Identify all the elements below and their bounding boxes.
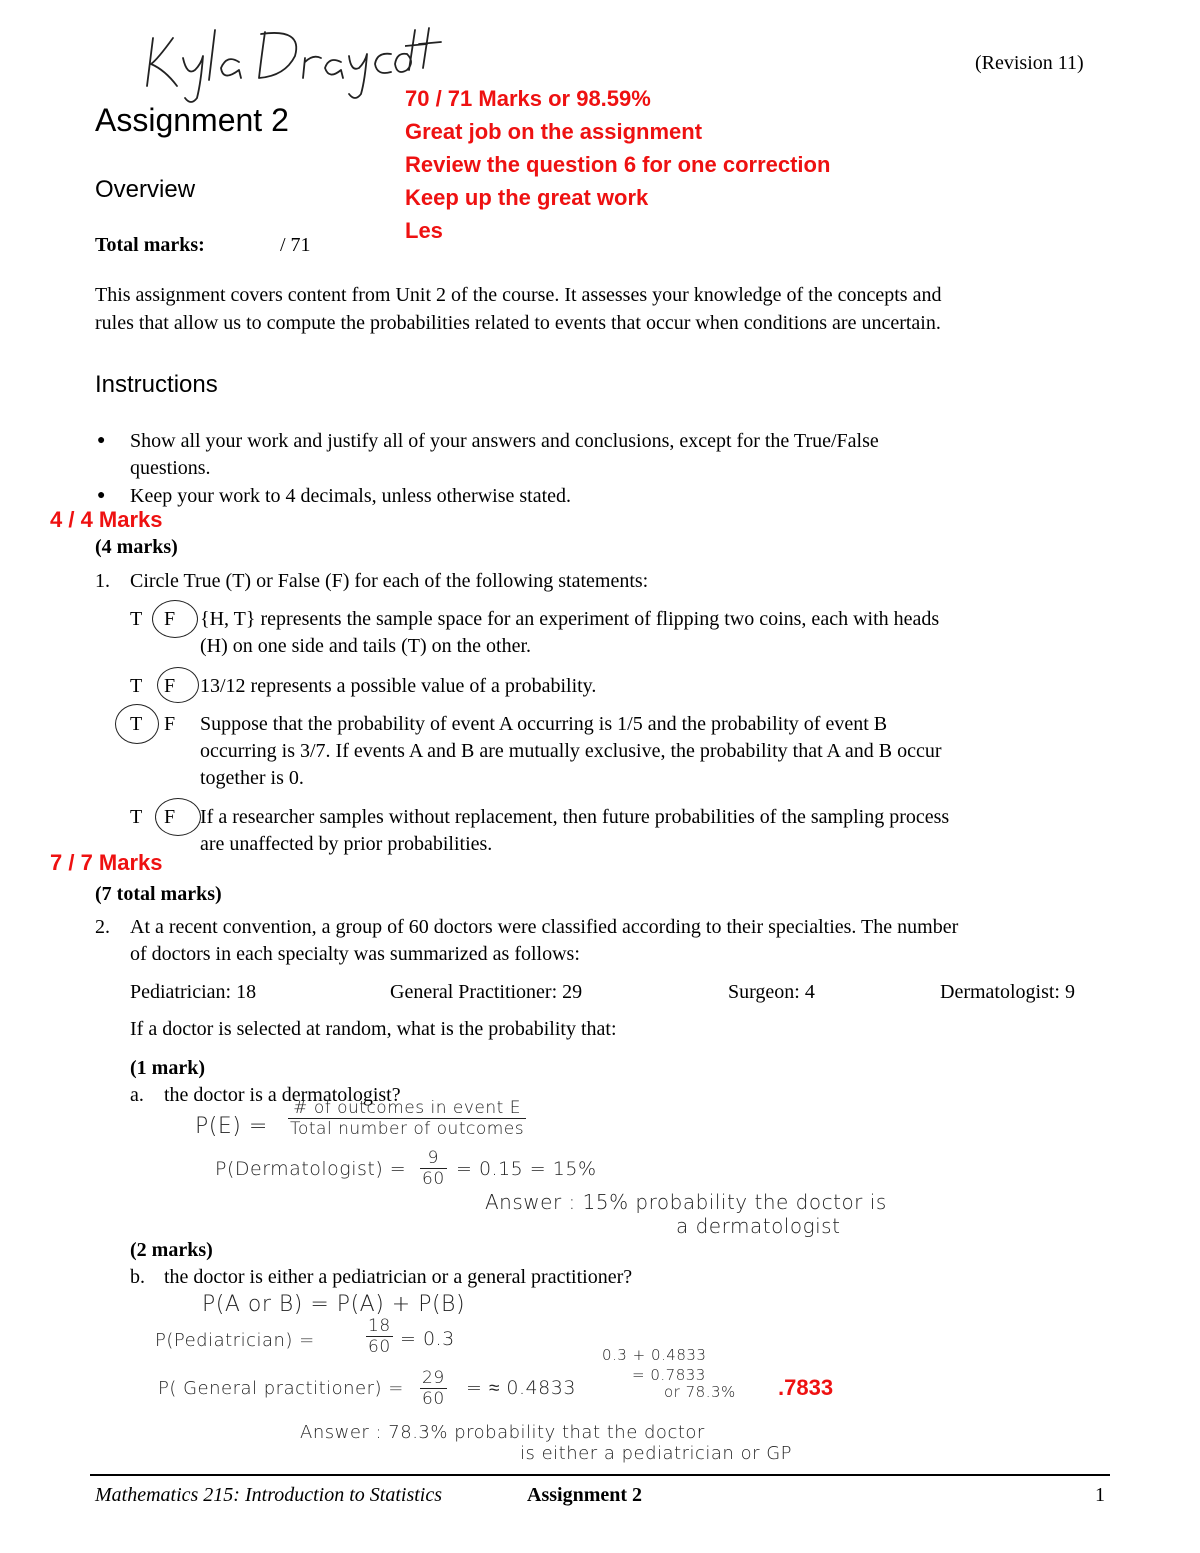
fraction-numerator: 18 xyxy=(368,1316,391,1336)
option-false[interactable]: F xyxy=(164,713,176,735)
page-title: Assignment 2 xyxy=(95,102,289,138)
statement-text: 13/12 represents a possible value of a probability. xyxy=(200,675,597,697)
handwritten-formula: P(Pediatrician) = xyxy=(155,1330,315,1351)
bullet-icon: ● xyxy=(97,433,106,448)
statement-text: occurring is 3/7. If events A and B are mutually exclusive, the probability that A and B occur xyxy=(200,740,942,762)
statement-text: together is 0. xyxy=(200,767,304,789)
footer-course: Mathematics 215: Introduction to Statistics xyxy=(95,1484,443,1506)
fraction-denominator: Total number of outcomes xyxy=(290,1119,525,1139)
intro-text: rules that allow us to compute the probabilities related to events that occur when conditions are uncertain. xyxy=(95,312,941,334)
handwritten-result: = 0.15 = 15% xyxy=(456,1158,597,1180)
feedback-score: 70 / 71 Marks or 98.59% xyxy=(405,86,651,111)
intro-text: This assignment covers content from Unit 2 of the course. It assesses your knowledge of the concepts and xyxy=(95,284,942,306)
fraction-denominator: 60 xyxy=(422,1389,445,1409)
q1-marks: (4 marks) xyxy=(95,536,178,558)
fraction-numerator: 29 xyxy=(422,1368,445,1388)
specialty-count: Dermatologist: 9 xyxy=(940,981,1075,1003)
q2-marks: (7 total marks) xyxy=(95,883,222,905)
handwritten-formula: P(E) = xyxy=(195,1114,268,1139)
handwritten-sum: or 78.3% xyxy=(664,1383,736,1401)
option-true[interactable]: T xyxy=(130,608,143,630)
total-marks-label: Total marks: xyxy=(95,234,205,256)
option-false[interactable]: F xyxy=(164,806,176,828)
handwritten-fraction xyxy=(420,1148,447,1189)
feedback-signoff: Les xyxy=(405,218,443,243)
instruction-item: questions. xyxy=(130,457,211,479)
fraction-denominator: 60 xyxy=(422,1169,445,1189)
instructions-heading: Instructions xyxy=(95,371,218,398)
correction-mark: .7833 xyxy=(778,1375,834,1400)
q2-question: If a doctor is selected at random, what is the probability that: xyxy=(130,1018,617,1040)
q2-prompt: At a recent convention, a group of 60 doctors were classified according to their specialties. The number xyxy=(130,916,959,938)
bullet-icon: ● xyxy=(97,488,106,503)
statement-text: Suppose that the probability of event A occurring is 1/5 and the probability of event B xyxy=(200,713,888,735)
handwritten-answer: is either a pediatrician or GP xyxy=(520,1443,793,1464)
option-false[interactable]: F xyxy=(164,675,176,697)
option-true[interactable]: T xyxy=(130,675,143,697)
specialty-count: Pediatrician: 18 xyxy=(130,981,257,1003)
fraction-denominator: 60 xyxy=(368,1337,391,1357)
q2-prompt: of doctors in each specialty was summarized as follows: xyxy=(130,943,580,965)
specialty-count: General Practitioner: 29 xyxy=(390,981,583,1003)
fraction-numerator: 9 xyxy=(420,1148,447,1169)
answer-circle xyxy=(115,704,159,744)
handwritten-sum: = 0.7833 xyxy=(632,1366,706,1384)
option-true[interactable]: T xyxy=(130,806,143,828)
answer-circle xyxy=(152,600,198,638)
handwritten-fraction xyxy=(288,1098,526,1139)
handwritten-result: = ≈ 0.4833 xyxy=(466,1377,576,1399)
q2b-letter: b. xyxy=(130,1266,145,1288)
signature-tail xyxy=(405,10,445,90)
statement-text: {H, T} represents the sample space for an experiment of flipping two coins, each with heads xyxy=(200,608,940,630)
handwritten-formula: P(A or B) = P(A) + P(B) xyxy=(202,1292,466,1317)
option-false[interactable]: F xyxy=(164,608,176,630)
fraction-numerator: # of outcomes in event E xyxy=(288,1098,526,1119)
footer-page-number: 1 xyxy=(1095,1484,1105,1506)
instruction-item: Show all your work and justify all of your answers and conclusions, except for the True/False xyxy=(130,430,879,452)
instruction-item: Keep your work to 4 decimals, unless otherwise stated. xyxy=(130,485,572,507)
feedback-line: Great job on the assignment xyxy=(405,119,703,144)
feedback-line: Keep up the great work xyxy=(405,185,649,210)
overview-heading: Overview xyxy=(95,176,196,203)
q2b-text: the doctor is either a pediatrician or a general practitioner? xyxy=(164,1266,633,1288)
footer-rule xyxy=(90,1474,1110,1476)
handwritten-result: = 0.3 xyxy=(400,1328,455,1350)
q2-grade: 7 / 7 Marks xyxy=(50,850,163,875)
q2a-letter: a. xyxy=(130,1084,144,1106)
q1-grade: 4 / 4 Marks xyxy=(50,507,163,532)
handwritten-fraction xyxy=(420,1368,447,1409)
q2b-marks: (2 marks) xyxy=(130,1239,213,1261)
handwritten-sum: 0.3 + 0.4833 xyxy=(602,1346,707,1364)
answer-circle xyxy=(157,667,199,703)
option-true[interactable]: T xyxy=(130,713,143,735)
answer-circle xyxy=(155,798,201,836)
q2a-text: the doctor is a dermatologist? xyxy=(164,1084,401,1106)
handwritten-answer: a dermatologist xyxy=(676,1214,841,1238)
footer-doc: Assignment 2 xyxy=(527,1484,643,1506)
q2a-marks: (1 mark) xyxy=(130,1057,205,1079)
feedback-line: Review the question 6 for one correction xyxy=(405,152,831,177)
handwritten-answer: Answer : 78.3% probability that the doctor xyxy=(300,1422,705,1443)
handwritten-formula: P(Dermatologist) = xyxy=(215,1158,407,1180)
q1-prompt: Circle True (T) or False (F) for each of the following statements: xyxy=(130,570,649,592)
q2-number: 2. xyxy=(95,916,110,938)
handwritten-fraction xyxy=(366,1316,393,1357)
student-signature xyxy=(135,8,415,108)
statement-text: (H) on one side and tails (T) on the other. xyxy=(200,635,532,657)
statement-text: are unaffected by prior probabilities. xyxy=(200,833,493,855)
revision-label: (Revision 11) xyxy=(975,52,1084,74)
statement-text: If a researcher samples without replacement, then future probabilities of the sampling process xyxy=(200,806,950,828)
specialty-count: Surgeon: 4 xyxy=(728,981,815,1003)
total-marks-value: / 71 xyxy=(280,234,311,256)
handwritten-formula: P( General practitioner) = xyxy=(158,1378,404,1399)
handwritten-answer: Answer : 15% probability the doctor is xyxy=(485,1190,887,1214)
q1-number: 1. xyxy=(95,570,110,592)
